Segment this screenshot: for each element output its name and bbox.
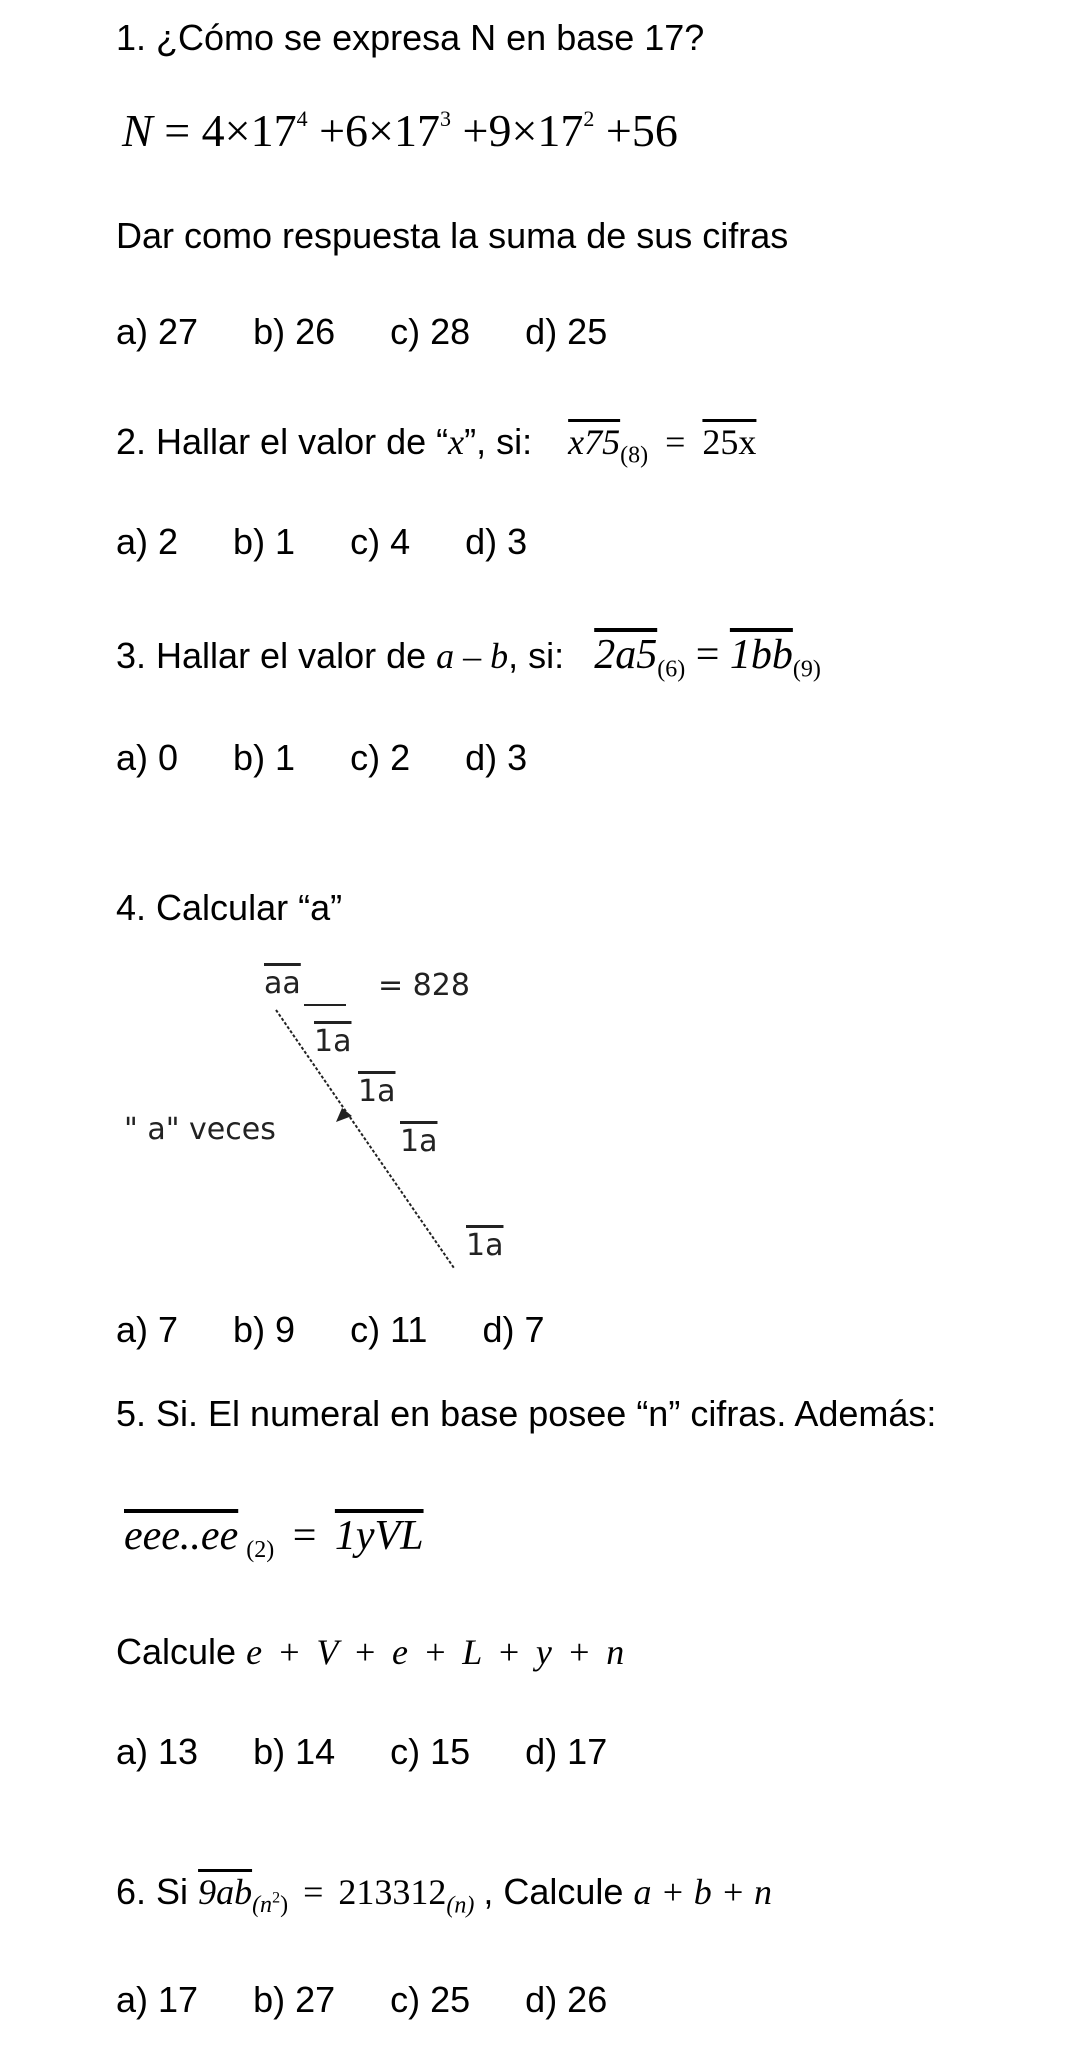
q1-formula-base: 17 bbox=[250, 105, 297, 156]
q5-lhs-digits: eee..ee bbox=[124, 1513, 239, 1559]
q2-options bbox=[116, 521, 582, 562]
q6-option-c[interactable]: c) 25 bbox=[390, 1979, 471, 2020]
q4-row-4: 1a bbox=[466, 1228, 504, 1263]
q4-arrow-icon bbox=[336, 1108, 352, 1122]
q6-option-a[interactable]: a) 17 bbox=[116, 1979, 199, 2020]
q5-calc-prefix: Calcule bbox=[116, 1631, 237, 1672]
q4-diagonal bbox=[260, 1000, 480, 1280]
q2-option-c[interactable]: c) 4 bbox=[350, 521, 411, 562]
q6-option-b[interactable]: b) 27 bbox=[253, 1979, 336, 2020]
q5-option-a[interactable]: a) 13 bbox=[116, 1731, 199, 1772]
q2-statement bbox=[116, 421, 757, 469]
q4-title: 4. Calcular “a” bbox=[116, 887, 343, 928]
q1-formula-e1: 4 bbox=[296, 106, 308, 132]
q5-lhs-base: (2) bbox=[246, 1537, 275, 1564]
q3-option-d[interactable]: d) 3 bbox=[465, 737, 528, 778]
q2-suffix: ”, si: bbox=[464, 421, 533, 462]
q4-top-numeral: $\overline{aa}$ bbox=[264, 966, 301, 1001]
q4-row-2: 1a bbox=[358, 1074, 396, 1109]
q1-formula-lhs: N bbox=[122, 105, 153, 156]
q1-formula-last: 56 bbox=[631, 105, 678, 156]
q6-statement bbox=[116, 1871, 773, 1919]
q1-formula-c1: 4 bbox=[201, 105, 225, 156]
q1-formula-plus: + bbox=[462, 105, 489, 156]
q1-formula-c2: 6 bbox=[345, 105, 369, 156]
q4-option-c[interactable]: c) 11 bbox=[350, 1309, 428, 1350]
q1-formula-e2: 3 bbox=[440, 106, 451, 132]
q4-option-b[interactable]: b) 9 bbox=[233, 1309, 296, 1350]
q4-options bbox=[116, 1309, 600, 1350]
q1-formula-times: × bbox=[511, 105, 538, 156]
q1-instruction: Dar como respuesta la suma de sus cifras bbox=[116, 215, 789, 256]
q6-prefix: 6. Si bbox=[116, 1871, 189, 1912]
q5-options bbox=[116, 1731, 662, 1772]
q4-diagonal-line bbox=[276, 1010, 454, 1268]
q6-lhs-digits: 9ab bbox=[198, 1872, 253, 1912]
q5-rhs-digits: 1yVL bbox=[334, 1513, 424, 1559]
q1-option-b[interactable]: b) 26 bbox=[253, 311, 336, 352]
q3-lhs-base: (6) bbox=[657, 656, 686, 683]
q4-option-d[interactable]: d) 7 bbox=[482, 1309, 545, 1350]
q5-formula bbox=[124, 1512, 424, 1564]
q3-option-b[interactable]: b) 1 bbox=[233, 737, 296, 778]
q5-calc-expr: e + V + e + L + y + n bbox=[246, 1632, 625, 1672]
q5-option-c[interactable]: c) 15 bbox=[390, 1731, 471, 1772]
q4-row-3: 1a bbox=[400, 1124, 438, 1159]
q3-suffix: , si: bbox=[508, 635, 565, 676]
q1-formula-times: × bbox=[224, 105, 251, 156]
q2-option-a[interactable]: a) 2 bbox=[116, 521, 179, 562]
q6-calc-expr: a + b + n bbox=[633, 1872, 773, 1912]
q6-options bbox=[116, 1979, 662, 2020]
q3-statement bbox=[116, 634, 821, 681]
q3-rhs-base: (9) bbox=[792, 656, 821, 683]
q4-equals: = 828 bbox=[378, 968, 470, 1003]
q5-option-d[interactable]: d) 17 bbox=[525, 1731, 608, 1772]
q5-calc bbox=[116, 1631, 625, 1672]
q6-eq: = bbox=[303, 1872, 324, 1912]
q1-formula-base: 17 bbox=[394, 105, 440, 156]
q1-formula-times: × bbox=[368, 105, 394, 156]
q1-formula-base: 17 bbox=[537, 105, 584, 156]
q6-rhs-digits: 213312 bbox=[338, 1872, 447, 1912]
q6-option-d[interactable]: d) 26 bbox=[525, 1979, 608, 2020]
q4-option-a[interactable]: a) 7 bbox=[116, 1309, 179, 1350]
q6-middle: , Calcule bbox=[483, 1871, 624, 1912]
q1-formula-plus: + bbox=[319, 105, 346, 156]
q2-option-b[interactable]: b) 1 bbox=[233, 521, 296, 562]
q2-lhs-digits: x75 bbox=[568, 422, 621, 462]
q3-expr: a – b bbox=[436, 636, 509, 676]
q6-lhs-base: (n2) bbox=[252, 1889, 289, 1919]
q1-formula-eq: = bbox=[164, 105, 191, 156]
q1-option-d[interactable]: d) 25 bbox=[525, 311, 608, 352]
q6-rhs-base: (n) bbox=[446, 1892, 475, 1919]
q2-rhs-digits: 25x bbox=[702, 422, 757, 462]
q2-var: x bbox=[448, 422, 465, 462]
q1-option-c[interactable]: c) 28 bbox=[390, 311, 471, 352]
q5-eq: = bbox=[292, 1513, 317, 1559]
q5-title: 5. Si. El numeral en base posee “n” cifras. Además: bbox=[116, 1393, 937, 1434]
q3-prefix: 3. Hallar el valor de bbox=[116, 635, 427, 676]
q2-option-d[interactable]: d) 3 bbox=[465, 521, 528, 562]
q2-prefix: 2. Hallar el valor de “ bbox=[116, 421, 449, 462]
q1-options bbox=[116, 311, 662, 352]
q1-formula-plus: + bbox=[605, 105, 632, 156]
q3-rhs-digits: 1bb bbox=[729, 632, 793, 678]
q3-lhs-digits: 2a5 bbox=[594, 632, 658, 678]
q3-options bbox=[116, 737, 582, 778]
q1-option-a[interactable]: a) 27 bbox=[116, 311, 199, 352]
q3-option-a[interactable]: a) 0 bbox=[116, 737, 179, 778]
q1-formula-c3: 9 bbox=[488, 105, 512, 156]
q5-option-b[interactable]: b) 14 bbox=[253, 1731, 336, 1772]
q4-row-1: 1a bbox=[314, 1024, 352, 1059]
q1-title: 1. ¿Cómo se expresa N en base 17? bbox=[116, 17, 705, 58]
q3-eq: = bbox=[695, 632, 720, 678]
q4-side-label: " a" veces bbox=[124, 1112, 276, 1147]
q1-formula-e3: 2 bbox=[583, 106, 595, 132]
q1-formula bbox=[122, 104, 678, 157]
q2-eq: = bbox=[665, 422, 686, 462]
q2-lhs-base: (8) bbox=[620, 442, 649, 469]
q3-option-c[interactable]: c) 2 bbox=[350, 737, 411, 778]
